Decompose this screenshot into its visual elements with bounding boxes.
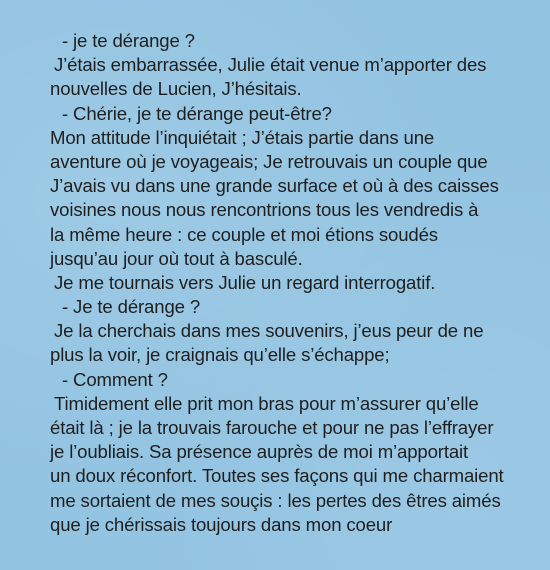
text-line: plus la voir, je craignais qu’elle s’échappe; <box>50 344 390 366</box>
text-line: je l’oubliais. Sa présence auprès de moi m’apportait <box>50 441 469 463</box>
text-line: - Je te dérange ? <box>62 296 201 318</box>
text-line: Je me tournais vers Julie un regard interrogatif. <box>54 271 436 293</box>
text-line: Timidement elle prit mon bras pour m’assurer qu’elle <box>54 392 479 414</box>
text-line: aventure où je voyageais; Je retrouvais un couple que <box>50 150 488 172</box>
text-line: - je te dérange ? <box>62 30 195 51</box>
text-line: me sortaient de mes souçis : les pertes des êtres aimés <box>50 489 501 511</box>
text-line: que je chérissais toujours dans mon coeur <box>50 513 393 535</box>
text-line: Mon attitude l’inquiétait ; J’étais partie dans une <box>50 126 435 148</box>
text-line: Je la cherchais dans mes souvenirs, j’eus peur de ne <box>54 320 484 342</box>
text-line: nouvelles de Lucien, J’hésitais. <box>50 78 302 100</box>
text-line: était là ; je la trouvais farouche et pour ne pas l’effrayer <box>50 417 494 438</box>
text-line: jusqu’au jour où tout à basculé. <box>50 247 303 269</box>
text-line: J’étais embarrassée, Julie était venue m’apporter des <box>54 54 487 76</box>
text-line: - Chérie, je te dérange peut-être? <box>62 102 332 124</box>
story-text <box>0 29 550 537</box>
text-line: - Comment ? <box>62 368 168 390</box>
text-line: un doux réconfort. Toutes ses façons qui me charmaient <box>50 465 504 487</box>
text-line: la même heure : ce couple et moi étions soudés <box>50 223 438 245</box>
text-line: J’avais vu dans une grande surface et où à des caisses <box>50 175 499 197</box>
text-line: voisines nous nous rencontrions tous les vendredis à <box>50 199 479 221</box>
